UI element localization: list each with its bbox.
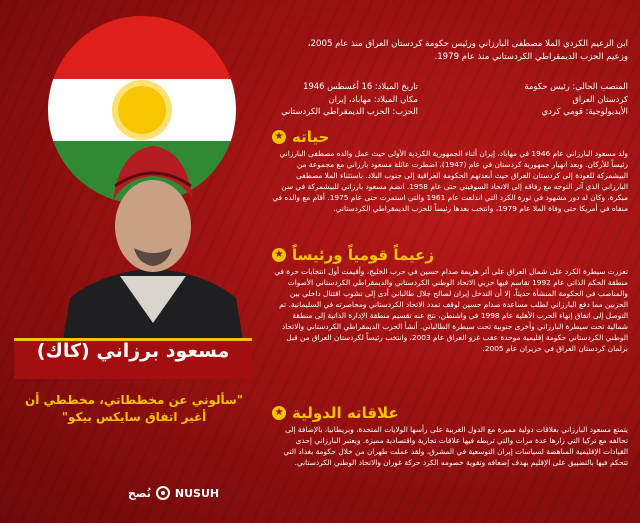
star-icon: ★ (272, 130, 286, 144)
star-icon: ★ (272, 406, 286, 420)
fact-ideology: الأيديولوجية: قومي كردي (541, 106, 628, 116)
section-life (272, 128, 628, 214)
section-life-body: ولد مسعود البارزاني عام 1946 في مهاباد، إيران أثناء الجمهورية الكردية الأولى حيث عمل والده مصطفى البارزاني رئيساً للأركان. وبعد انهيار جمهورية كردستان في عام (1947)، اضطرت عائلة مسعود بارزاني مع مجموعة من البيشمركة للعودة إلى كردستان العراق حيث أبعدتهم الحكومة العراقية إلى جنوب البلاد. باستثناء الملا مصطفى البارزاني الذي آثر التوجه مع رفاقه إلى الاتحاد السوفيتي حتى عام 1958. انضم مسعود بارزاني للبيشمركة في سن مبكرة، وكان له دور مشهود في ثورة الكرد التي اندلعت عام 1961 والتي استمرت حتى عام 1975. أقام مع والده في منفاه في أمريكا حتى وفاة الملا عام 1979، وانتخب بعدها رئيساً للحزب الديمقراطي الكردستاني. (272, 149, 628, 213)
logo-mark-icon (156, 486, 170, 500)
fact-birth-place: مكان الميلاد: مهاباد، إيران (328, 93, 418, 104)
quote (14, 392, 254, 426)
facts-left-column (428, 80, 628, 118)
section-leader-body: تعززت سيطرة الكرد على شمال العراق على أثر هزيمة صدام حسين في حرب الخليج، وأقيمت أول انتخابات حرة في منطقة الحكم الذاتي عام 1992 تقاسم فيها حزبي الاتحاد الوطني الكردستاني والديمقراطي الكردستاني الأصوات والمناصب في الحكومة المنشأة حديثاً، إلا أن التدخل إيران لصالح جلال طالباني أدى إلى تشوب اقتتال داخلي بين الحزبين مما دفع البارزاني لطلب مساعدة صدام حسين لوقف تمدد الاتحاد الكردستاني ومحاصرته في السليمانية. تم التوصل إلى اتفاق إنهاء الحرب الأهلية عام 1998 في واشنطن، نتج عنه تقسيم منطقة الإدارة الذاتية إلى منطقة شمالية تحت سيطرة البارزاني وأخرى جنوبية تحت سيطرة الطالباني. أنشأ الحزب الديمقراطي الكردستاني والاتحاد الوطني الكردستاني حكومة إقليمية موحدة عقب غزو العراق عام 2003، وانتخب رئيساً لكردستان العراق من قبل برلمان كردستان العراق في حزيران عام 2005. (274, 267, 628, 353)
section-relations-body: يتمتع مسعود البارزاني بعلاقات دولية مميزة مع الدول الغربية على رأسها الولايات المتحدة، وبريطانيا، بالإضافة إلى تحالفه مع تركيا التي زارها عدة مرات والتي تربطه فيها علاقات تجارية واقتصادية مميزة. ويعتبر البارزاني إحدى القيادات الإقليمية المناهضة لسياسات إيران التوسعية في المشرق، ولقد عملت طهران من خلال حكومة بغداد التي تتحكم فيها بالتضييق على الإقليم بهدف إضعافه وتقوية خصومه الكرد حركة غوران والاتحاد الوطني الكردستاني. (283, 425, 628, 467)
portrait-illustration (60, 108, 246, 358)
intro-text: ابن الزعيم الكردي الملا مصطفى البارزاني ورئيس حكومة كردستان العراق منذ عام 2005، وزعيم الحزب الديمقراطي الكردستاني منذ عام 1979. (307, 39, 628, 62)
quote-line-2: أغير اتفاق سايكس بيكو" (61, 410, 207, 424)
section-relations-title: علاقاته الدولية (292, 404, 399, 422)
logo-latin: NUSUH (174, 486, 220, 500)
fact-position: المنصب الحالي: رئيس حكومة (524, 81, 628, 91)
section-relations-header (272, 404, 628, 422)
logo-arabic: نُصح (128, 486, 151, 500)
facts-block (218, 80, 628, 118)
section-life-header (272, 128, 628, 146)
star-icon: ★ (272, 248, 286, 262)
nusuh-logo (128, 486, 219, 500)
section-leader-title: زعيماً قومياً ورئيساً (292, 246, 435, 264)
fact-party: الحزب: الحزب الديمقراطي الكردستاني (281, 106, 418, 116)
section-leader-header (272, 246, 628, 264)
section-leader (272, 246, 628, 354)
flag-red-stripe (48, 16, 236, 79)
quote-line-1: "سألوني عن مخططاتي، مخططي أن (24, 393, 244, 407)
fact-birth-date: تاريخ الميلاد: 16 أغسطس 1946 (303, 81, 418, 91)
section-life-title: حياته (292, 128, 330, 146)
section-relations (272, 404, 628, 468)
facts-right-column (218, 80, 418, 118)
person-name: مسعود برزاني (كاك) (36, 340, 230, 362)
fact-position-cont: كردستان العراق (572, 93, 628, 104)
